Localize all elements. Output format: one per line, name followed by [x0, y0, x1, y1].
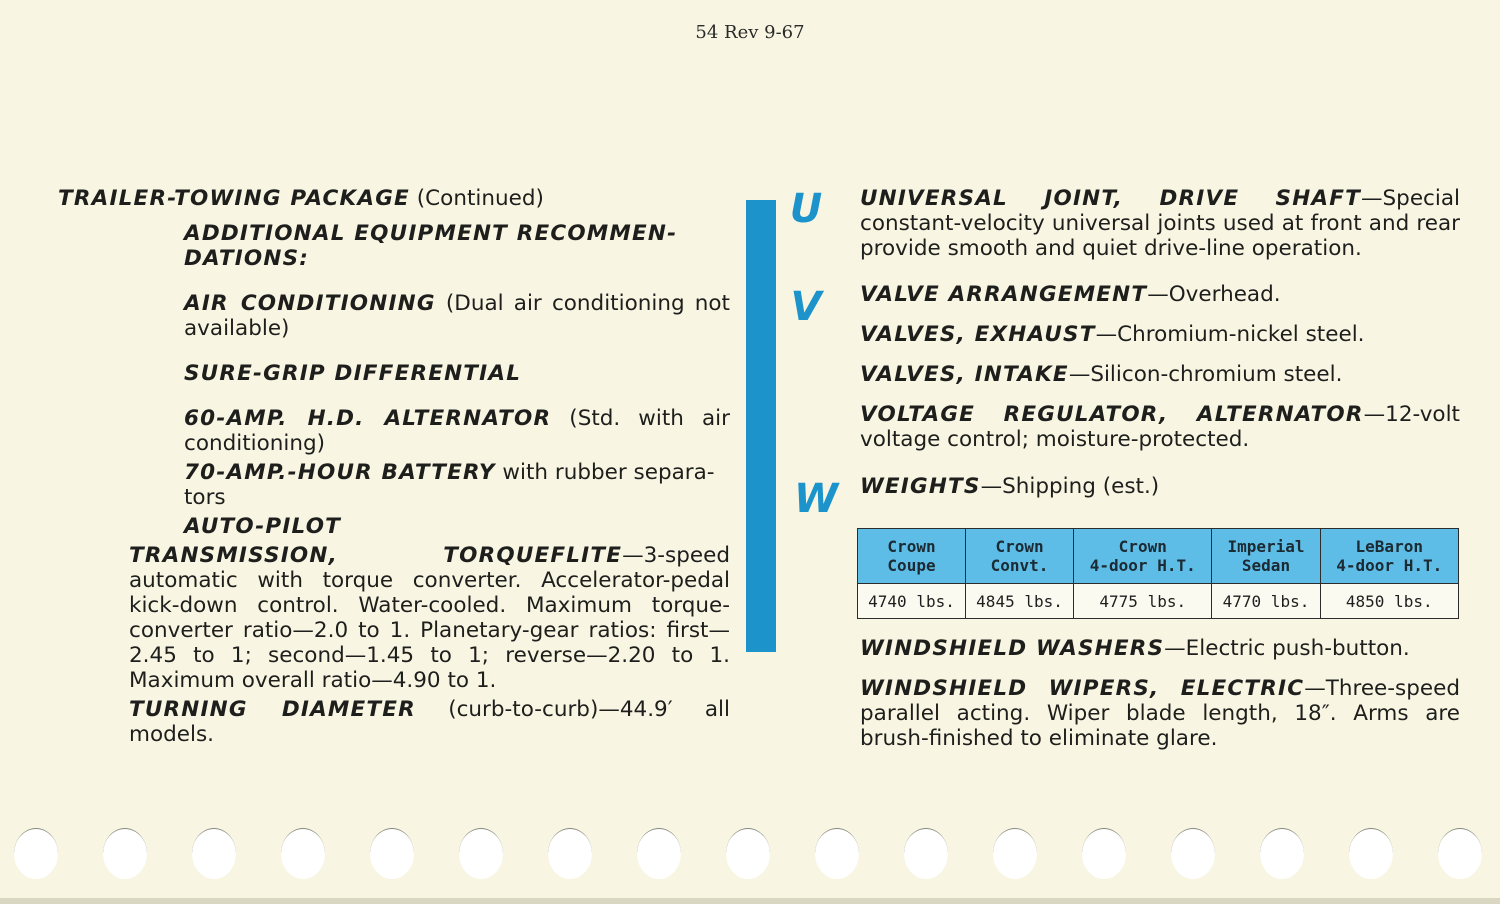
transmission-text: —3-speed automatic with torque converter. Accelerator-pedal kick-down control. Water-cooled. Maximum torque-converter ratio—2.0 to 1. Planetary-gear ratios: first—2.45 to 1; second—1.45 to 1; reverse—2.20 to 1. Maximum overall ratio—4.90 to 1. [129, 543, 730, 693]
header-crown-4door-ht: Crown 4-door H.T. [1074, 529, 1212, 584]
sure-grip-entry [184, 361, 730, 386]
binder-hole [1082, 828, 1126, 879]
battery-text: with rubber separa-tors [184, 460, 715, 510]
universal-joint-heading: UNIVERSAL JOINT, DRIVE SHAFT [860, 186, 1362, 211]
header-crown-coupe: Crown Coupe [858, 529, 966, 584]
binder-hole [548, 828, 592, 879]
sure-grip-heading: SURE-GRIP DIFFERENTIAL [184, 361, 522, 386]
weights-value-row [858, 584, 1459, 619]
weight-imperial-sedan: 4770 lbs. [1212, 584, 1320, 619]
additional-equipment-entry [184, 221, 730, 271]
auto-pilot-entry [184, 514, 730, 539]
windshield-wipers-text: —Three-speed parallel acting. Wiper blade length, 18″. Arms are brush-finished to eliminate glare. [860, 676, 1460, 751]
binder-hole [192, 828, 236, 879]
valves-intake-entry [860, 362, 1460, 387]
binder-hole [1171, 828, 1215, 879]
alternator-entry [184, 406, 730, 456]
page-bottom-edge [0, 898, 1500, 904]
binder-hole [637, 828, 681, 879]
alternator-text: (Std. with air conditioning) [184, 406, 730, 456]
windshield-washers-heading: WINDSHIELD WASHERS [860, 636, 1165, 661]
right-column [860, 186, 1460, 499]
turning-diameter-text: (curb-to-curb)—44.9′ all models. [129, 697, 730, 747]
weight-crown-coupe: 4740 lbs. [858, 584, 966, 619]
header-crown-convt: Crown Convt. [966, 529, 1074, 584]
air-conditioning-entry [184, 291, 730, 341]
left-column [58, 186, 730, 747]
binder-hole [370, 828, 414, 879]
valves-exhaust-heading: VALVES, EXHAUST [860, 322, 1096, 347]
section-letter-v: V [790, 284, 822, 330]
weights-entry [860, 474, 1460, 499]
section-letter-u: U [789, 186, 823, 232]
weight-crown-4door-ht: 4775 lbs. [1074, 584, 1212, 619]
binder-hole [1260, 828, 1304, 879]
turning-diameter-entry [129, 697, 730, 747]
header-lebaron-4door-ht: LeBaron 4-door H.T. [1320, 529, 1459, 584]
binder-hole [281, 828, 325, 879]
binder-hole [904, 828, 948, 879]
valves-intake-text: —Silicon-chromium steel. [1068, 362, 1343, 387]
trailer-towing-entry [58, 186, 730, 211]
binder-hole [14, 828, 58, 879]
binder-hole [993, 828, 1037, 879]
battery-entry [184, 460, 730, 510]
binder-hole [1349, 828, 1393, 879]
binder-hole [726, 828, 770, 879]
valve-arrangement-heading: VALVE ARRANGEMENT [860, 282, 1148, 307]
weights-table [857, 528, 1459, 619]
right-column-bottom [860, 636, 1460, 751]
weights-heading: WEIGHTS [860, 474, 981, 499]
transmission-entry [129, 543, 730, 693]
transmission-heading: TRANSMISSION, TORQUEFLITE [129, 543, 623, 568]
turning-diameter-heading: TURNING DIAMETER [129, 697, 416, 722]
page-number: 54 Rev 9-67 [695, 22, 805, 43]
auto-pilot-heading: AUTO-PILOT [184, 514, 342, 539]
valve-arrangement-entry [860, 282, 1460, 307]
valve-arrangement-text: —Overhead. [1147, 282, 1281, 307]
windshield-wipers-heading: WINDSHIELD WIPERS, ELECTRIC [860, 676, 1305, 701]
binder-hole [459, 828, 503, 879]
voltage-regulator-heading: VOLTAGE REGULATOR, ALTERNATOR [860, 402, 1364, 427]
windshield-washers-entry [860, 636, 1460, 661]
binder-hole [1438, 828, 1482, 879]
air-conditioning-heading: AIR CONDITIONING [184, 291, 436, 316]
trailer-towing-heading: TRAILER-TOWING PACKAGE [58, 186, 410, 211]
voltage-regulator-entry [860, 402, 1460, 452]
universal-joint-entry [860, 186, 1460, 261]
weight-lebaron-4door-ht: 4850 lbs. [1320, 584, 1459, 619]
air-conditioning-text: (Dual air conditioning not available) [184, 291, 730, 341]
section-letter-w: W [793, 476, 839, 522]
valves-exhaust-entry [860, 322, 1460, 347]
weights-text: —Shipping (est.) [980, 474, 1160, 499]
valves-intake-heading: VALVES, INTAKE [860, 362, 1069, 387]
header-imperial-sedan: Imperial Sedan [1212, 529, 1320, 584]
valves-exhaust-text: —Chromium-nickel steel. [1095, 322, 1365, 347]
battery-heading: 70-AMP.-HOUR BATTERY [184, 460, 496, 485]
trailer-towing-text: (Continued) [409, 186, 544, 211]
weights-header-row [858, 529, 1459, 584]
binder-hole [103, 828, 147, 879]
additional-equipment-heading: ADDITIONAL EQUIPMENT RECOMMEN-DATIONS: [184, 221, 678, 271]
windshield-wipers-entry [860, 676, 1460, 751]
windshield-washers-text: —Electric push-button. [1164, 636, 1410, 661]
alternator-heading: 60-AMP. H.D. ALTERNATOR [184, 406, 552, 431]
section-sidebar-bar [746, 200, 776, 652]
universal-joint-text: —Special constant-velocity universal joints used at front and rear provide smooth and quiet drive-line operation. [860, 186, 1460, 261]
voltage-regulator-text: —12-volt voltage control; moisture-protected. [860, 402, 1460, 452]
weight-crown-convt: 4845 lbs. [966, 584, 1074, 619]
binder-holes [0, 828, 1500, 880]
binder-hole [815, 828, 859, 879]
